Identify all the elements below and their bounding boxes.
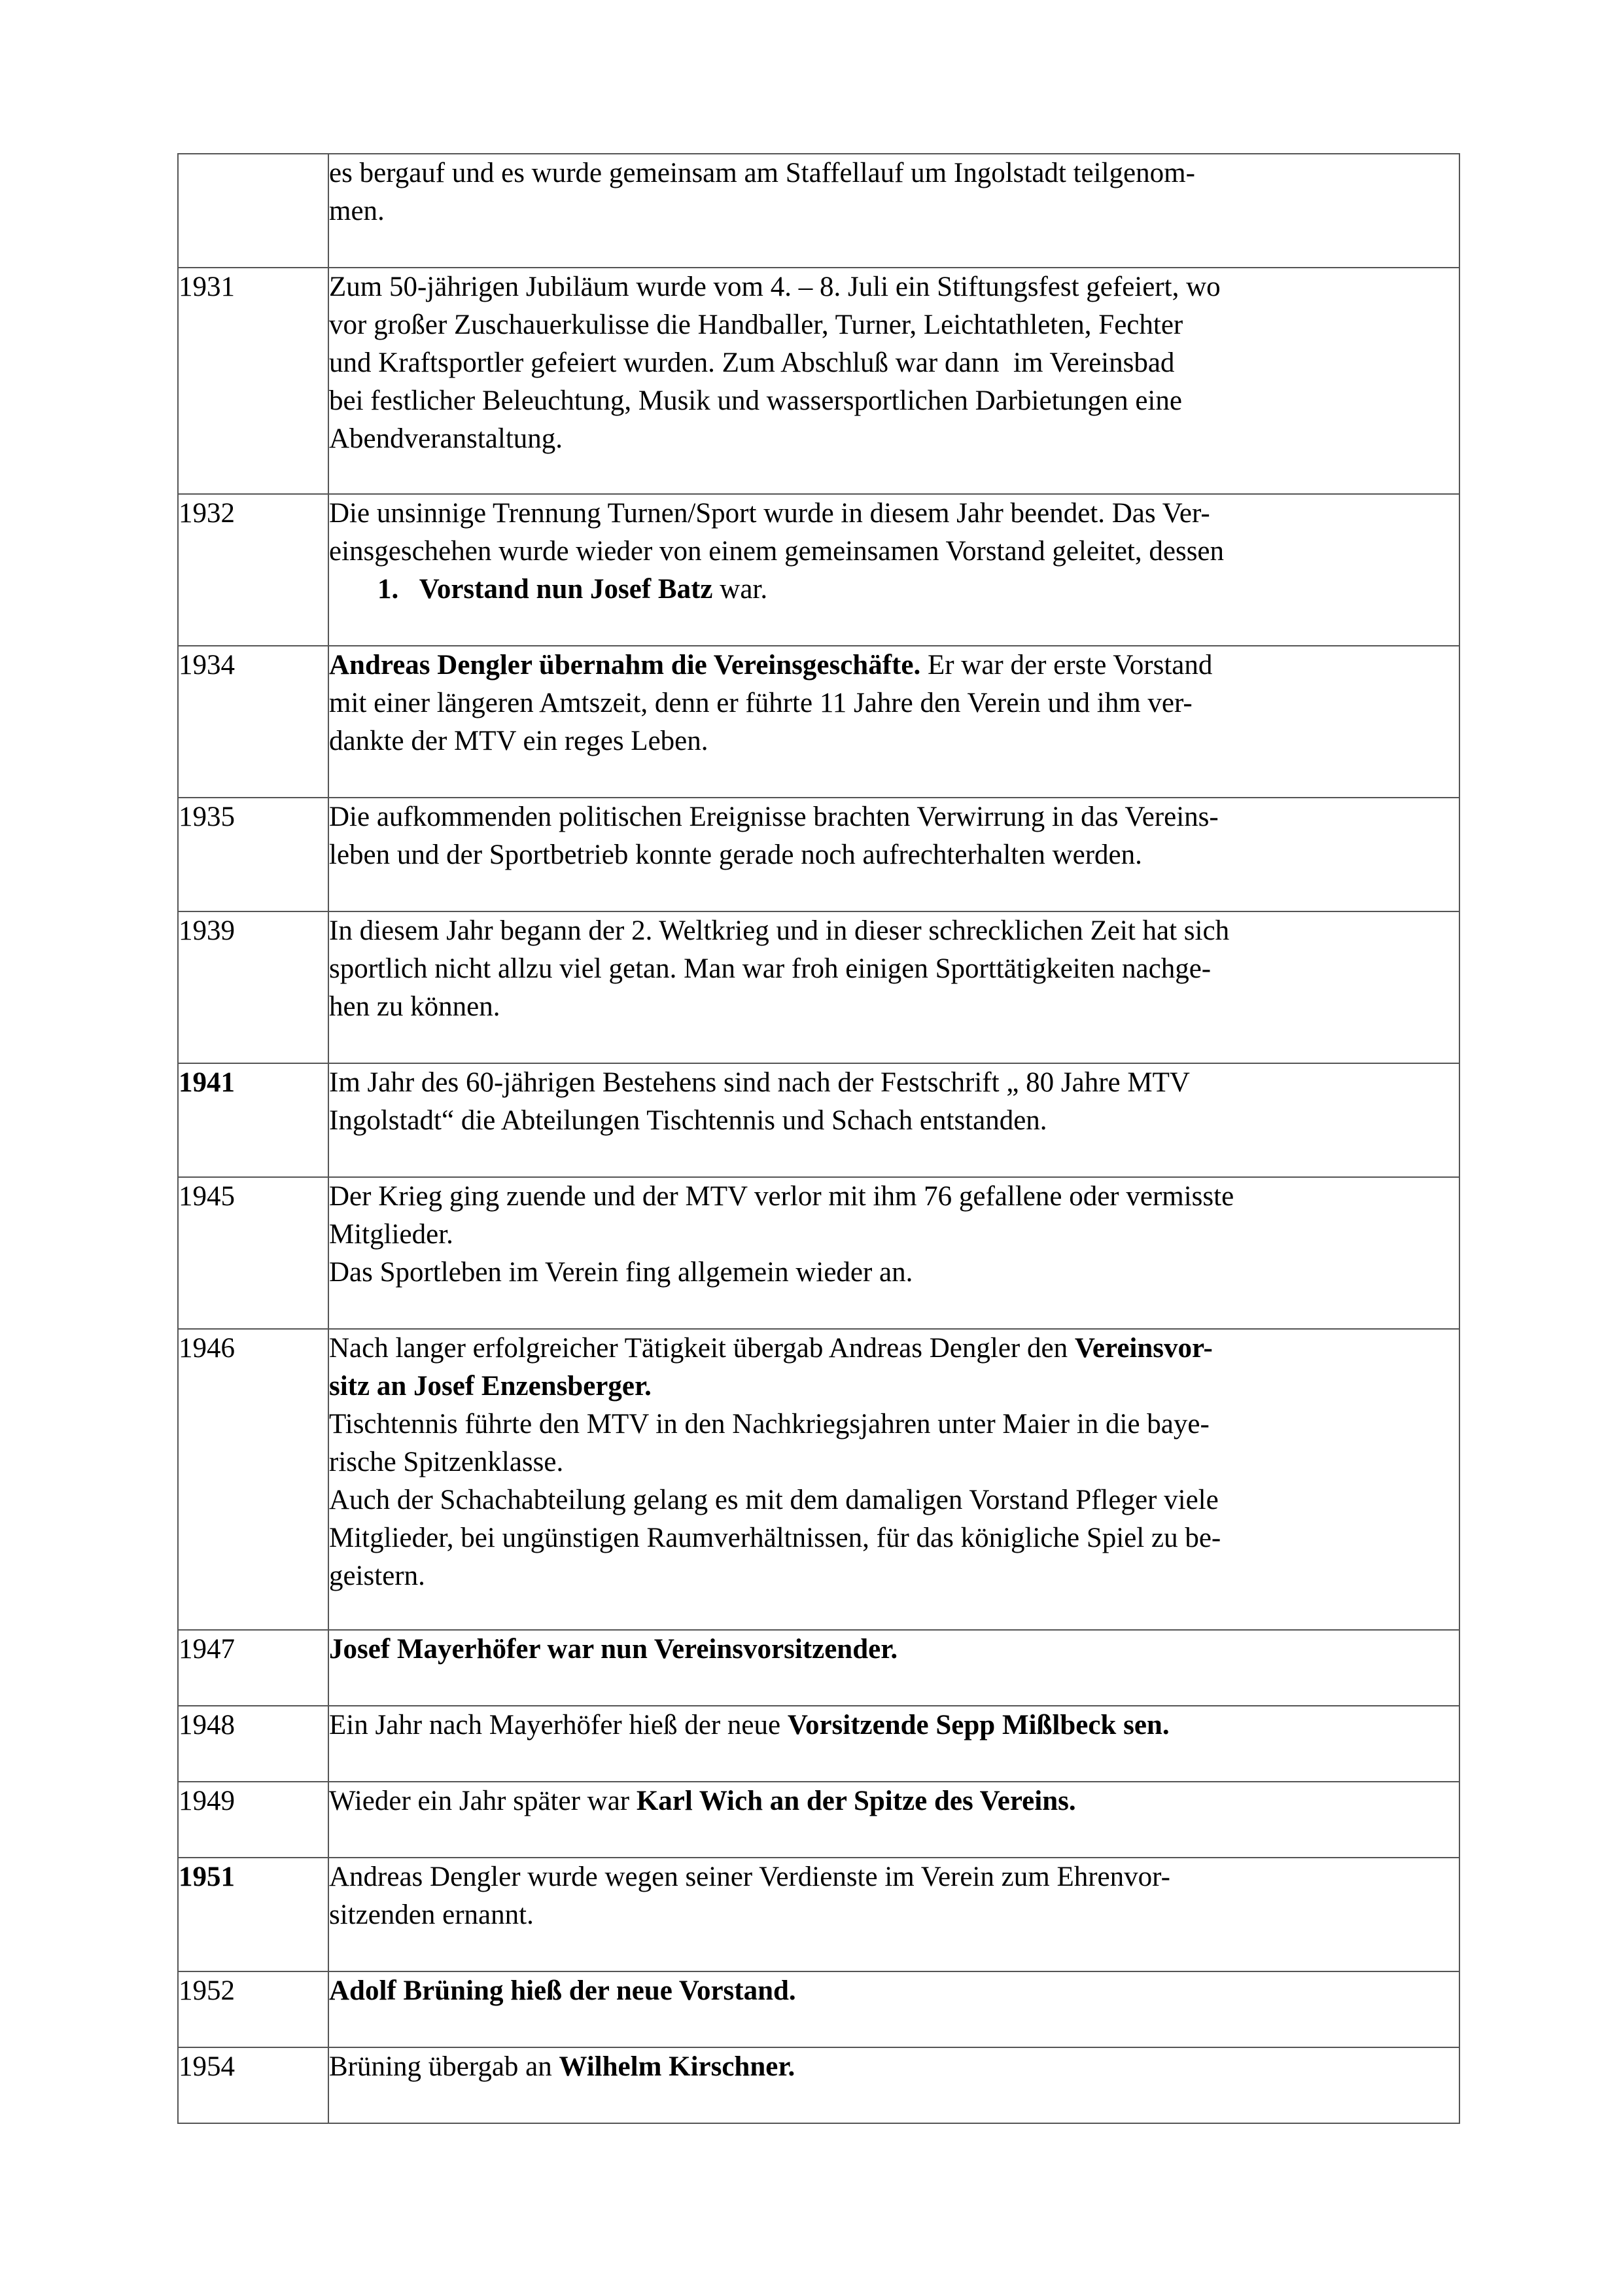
table-row [178,154,1459,268]
year-cell: 1934 [178,646,328,798]
text-line [329,912,1459,950]
text-line [329,344,1459,382]
chronicle-table [177,153,1460,2124]
text-segment: Mitglieder, bei ungünstigen Raumverhältnissen, für das königliche Spiel zu be- [329,1523,1221,1553]
table-row [178,1782,1459,1858]
event-cell [328,646,1459,798]
year-cell: 1947 [178,1630,328,1706]
event-cell [328,1329,1459,1630]
event-cell [328,494,1459,646]
text-line [329,571,1459,609]
text-segment: vor großer Zuschauerkulisse die Handballer, Turner, Leichtathleten, Fechter [329,309,1183,340]
table-row [178,1971,1459,2047]
text-segment: bei festlicher Beleuchtung, Musik und wassersportlichen Darbietungen eine [329,385,1182,416]
bold-text: Andreas Dengler übernahm die Vereinsgeschäfte. [329,650,921,680]
year-cell: 1948 [178,1706,328,1782]
text-segment: einsgeschehen wurde wieder von einem gemeinsamen Vorstand geleitet, dessen [329,536,1225,567]
bold-text: 1. Vorstand nun Josef Batz [377,574,713,605]
text-line [329,306,1459,344]
text-line [329,495,1459,533]
year-cell: 1932 [178,494,328,646]
text-line [329,420,1459,458]
text-segment: Der Krieg ging zuende und der MTV verlor mit ihm 76 gefallene oder vermisste [329,1181,1234,1212]
text-line [329,1557,1459,1595]
text-line [329,684,1459,722]
event-cell [328,1063,1459,1177]
text-segment: hen zu können. [329,991,500,1022]
text-segment: Nach langer erfolgreicher Tätigkeit übergab Andreas Dengler den [329,1333,1075,1364]
text-segment: Ein Jahr nach Mayerhöfer hieß der neue [329,1710,788,1740]
year-cell: 1945 [178,1177,328,1329]
text-segment: Abendveranstaltung. [329,423,563,454]
year-cell: 1949 [178,1782,328,1858]
event-cell [328,798,1459,911]
text-line [329,268,1459,306]
event-cell [328,1630,1459,1706]
text-segment: Auch der Schachabteilung gelang es mit dem damaligen Vorstand Pfleger viele [329,1485,1219,1515]
chronicle-table-body [178,154,1459,2123]
text-segment: Brüning übergab an [329,2051,559,2082]
table-row [178,268,1459,494]
text-segment: Mitglieder. [329,1219,453,1250]
text-line [329,836,1459,874]
text-line [329,1178,1459,1216]
text-segment: In diesem Jahr begann der 2. Weltkrieg und in dieser schrecklichen Zeit hat sich [329,915,1230,946]
text-line [329,1481,1459,1519]
event-cell [328,1706,1459,1782]
table-row [178,1630,1459,1706]
event-cell [328,2047,1459,2123]
event-cell [328,1177,1459,1329]
text-line [329,1443,1459,1481]
table-row [178,1329,1459,1630]
text-segment: war. [712,574,768,605]
table-row [178,1706,1459,1782]
text-line [329,950,1459,988]
bold-text: Vereinsvor- [1074,1333,1213,1364]
text-segment: men. [329,196,385,226]
table-row [178,1063,1459,1177]
text-line [329,1216,1459,1254]
text-segment: Die aufkommenden politischen Ereignisse brachten Verwirrung in das Vereins- [329,802,1219,832]
text-line [329,1858,1459,1896]
text-line [329,1972,1459,2010]
year-cell: 1939 [178,911,328,1063]
text-line [329,533,1459,571]
event-cell [328,1971,1459,2047]
text-line [329,1519,1459,1557]
table-row [178,646,1459,798]
event-cell [328,1782,1459,1858]
bold-text: Vorsitzende Sepp Mißlbeck sen. [787,1710,1170,1740]
text-line [329,646,1459,684]
text-line [329,1102,1459,1140]
bold-text: Karl Wich an der Spitze des Vereins. [636,1786,1076,1816]
text-line [329,192,1459,230]
text-line [329,1254,1459,1292]
year-cell: 1946 [178,1329,328,1630]
bold-text: Adolf Brüning hieß der neue Vorstand. [329,1975,796,2006]
text-segment: Er war der erste Vorstand [920,650,1213,680]
year-cell: 1952 [178,1971,328,2047]
bold-text: Wilhelm Kirschner. [559,2051,795,2082]
year-cell: 1935 [178,798,328,911]
text-line [329,154,1459,192]
text-segment: Zum 50-jährigen Jubiläum wurde vom 4. – 8. Juli ein Stiftungsfest gefeiert, wo [329,272,1221,302]
text-line [329,1706,1459,1744]
text-segment: Das Sportleben im Verein fing allgemein wieder an. [329,1257,913,1288]
text-line [329,722,1459,760]
text-line [329,1064,1459,1102]
text-segment: mit einer längeren Amtszeit, denn er führte 11 Jahre den Verein und ihm ver- [329,688,1193,718]
text-segment: geistern. [329,1561,425,1591]
text-segment: es bergauf und es wurde gemeinsam am Staffellauf um Ingolstadt teilgenom- [329,158,1195,188]
text-line [329,988,1459,1026]
bold-text: Josef Mayerhöfer war nun Vereinsvorsitzender. [329,1634,898,1665]
text-line [329,1782,1459,1820]
text-segment: sitzenden ernannt. [329,1899,534,1930]
year-cell: 1941 [178,1063,328,1177]
text-line [329,2048,1459,2086]
table-row [178,911,1459,1063]
text-segment: dankte der MTV ein reges Leben. [329,726,708,756]
table-row [178,798,1459,911]
year-cell: 1954 [178,2047,328,2123]
table-row [178,1858,1459,1971]
text-segment: Die unsinnige Trennung Turnen/Sport wurde in diesem Jahr beendet. Das Ver- [329,498,1210,529]
year-cell [178,154,328,268]
text-segment: Andreas Dengler wurde wegen seiner Verdienste im Verein zum Ehrenvor- [329,1862,1170,1892]
text-line [329,382,1459,420]
event-cell [328,911,1459,1063]
document-page [177,153,1460,2124]
text-line [329,1631,1459,1669]
table-row [178,2047,1459,2123]
table-row [178,1177,1459,1329]
bold-text: sitz an Josef Enzensberger. [329,1371,652,1402]
text-line [329,1330,1459,1368]
text-line [329,1368,1459,1405]
event-cell [328,268,1459,494]
text-segment: und Kraftsportler gefeiert wurden. Zum Abschluß war dann im Vereinsbad [329,347,1175,378]
text-segment: Ingolstadt“ die Abteilungen Tischtennis und Schach entstanden. [329,1105,1047,1136]
year-cell: 1931 [178,268,328,494]
text-segment: leben und der Sportbetrieb konnte gerade noch aufrechterhalten werden. [329,839,1142,870]
text-line [329,798,1459,836]
event-cell [328,1858,1459,1971]
text-segment: Tischtennis führte den MTV in den Nachkriegsjahren unter Maier in die baye- [329,1409,1210,1439]
text-line [329,1896,1459,1934]
text-segment: sportlich nicht allzu viel getan. Man war froh einigen Sporttätigkeiten nachge- [329,953,1212,984]
text-segment: Im Jahr des 60-jährigen Bestehens sind nach der Festschrift „ 80 Jahre MTV [329,1067,1190,1098]
event-cell [328,154,1459,268]
text-line [329,1405,1459,1443]
text-segment: Wieder ein Jahr später war [329,1786,637,1816]
year-cell: 1951 [178,1858,328,1971]
table-row [178,494,1459,646]
text-segment: rische Spitzenklasse. [329,1447,564,1477]
